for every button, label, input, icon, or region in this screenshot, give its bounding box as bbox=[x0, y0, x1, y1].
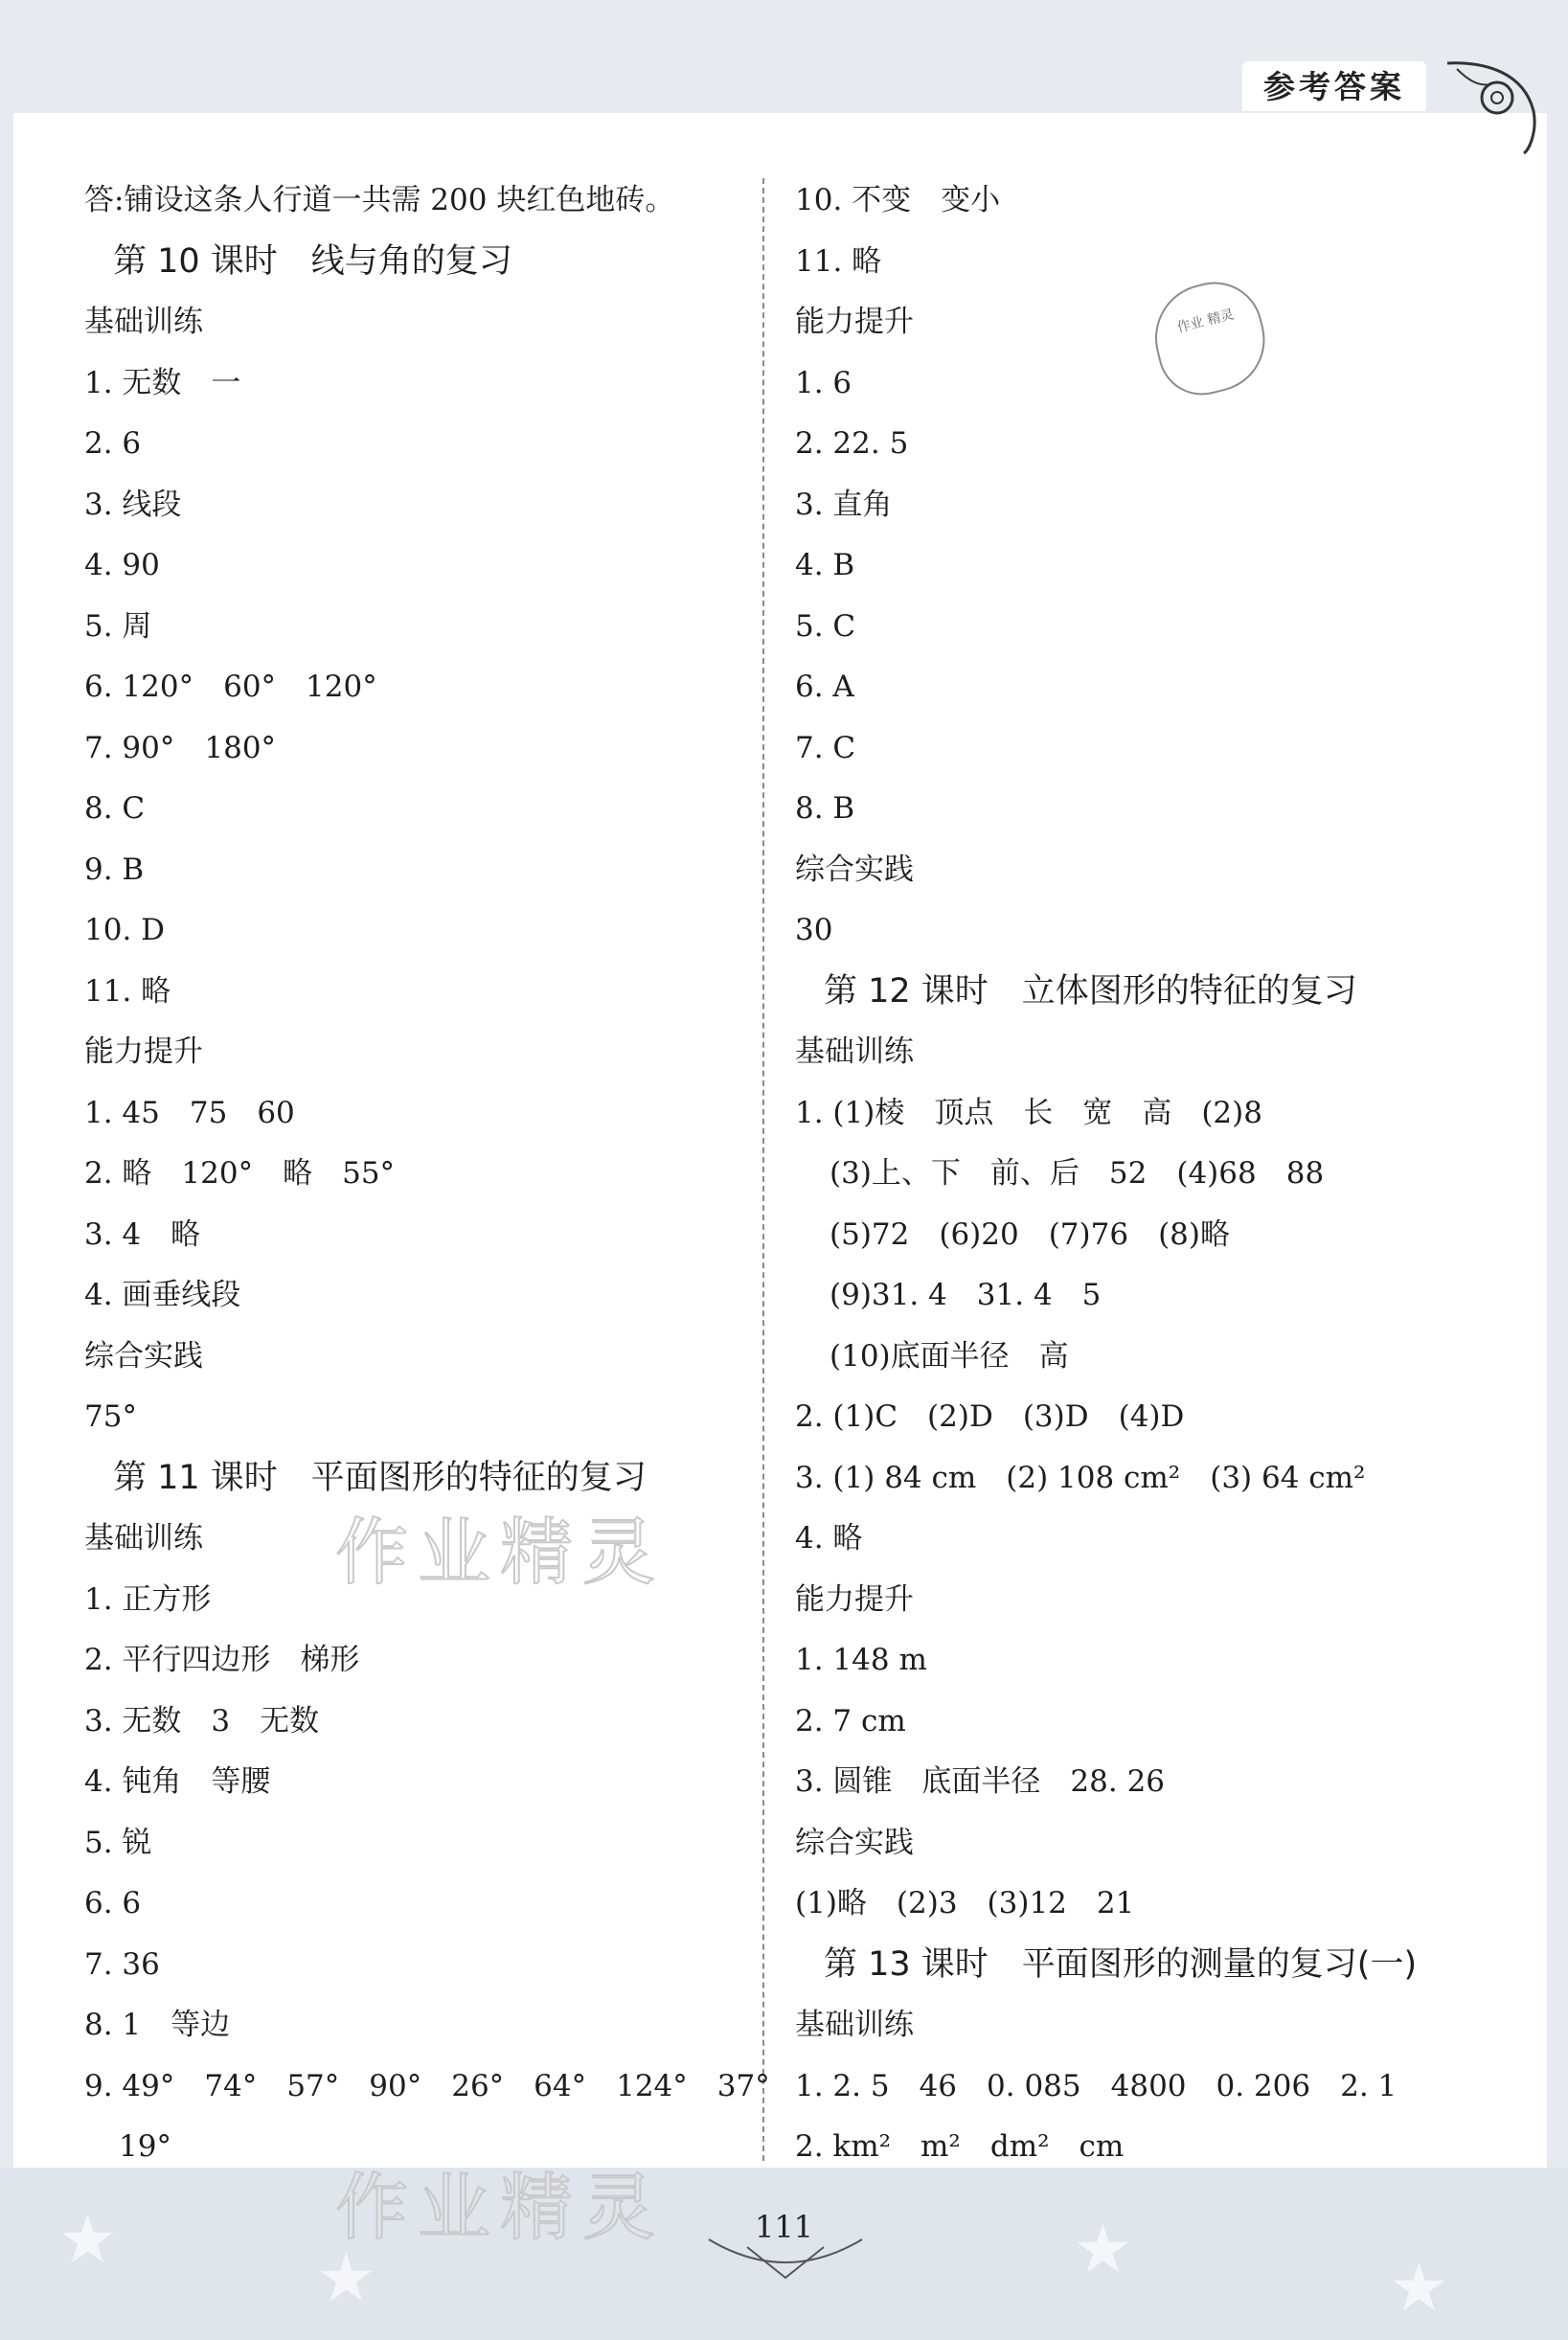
column-divider bbox=[762, 178, 764, 2161]
answer-line: 3. 无数 3 无数 bbox=[84, 1703, 320, 1738]
answer-line: 19° bbox=[119, 2129, 171, 2164]
answer-line: 4. 略 bbox=[795, 1521, 863, 1556]
answer-line: (3)上、下 前、后 52 (4)68 88 bbox=[829, 1156, 1325, 1191]
answer-column-right bbox=[795, 170, 1485, 2178]
answer-line: (1)略 (2)3 (3)12 21 bbox=[795, 1886, 1135, 1920]
answer-line: 6. 6 bbox=[84, 1886, 142, 1920]
answer-line: 1. 正方形 bbox=[84, 1581, 212, 1617]
section-title: 综合实践 bbox=[795, 1825, 914, 1860]
answer-line: 4. 90 bbox=[84, 548, 160, 582]
answer-line: 8. C bbox=[84, 791, 146, 826]
answer-line: 答:铺设这条人行道一共需 200 块红色地砖。 bbox=[84, 183, 675, 217]
page-number: 111 bbox=[754, 2209, 814, 2245]
answer-line: 4. 钝角 等腰 bbox=[84, 1764, 271, 1799]
answer-line: 11. 略 bbox=[795, 243, 882, 279]
answer-line: 9. B bbox=[84, 852, 145, 887]
section-title: 综合实践 bbox=[795, 852, 914, 887]
answer-line: 3. (1) 84 cm (2) 108 cm² (3) 64 cm² bbox=[795, 1460, 1366, 1495]
lesson-heading: 第 12 课时 立体图形的特征的复习 bbox=[824, 971, 1357, 1011]
page-ornament-icon bbox=[690, 2218, 881, 2295]
corner-ornament-icon bbox=[1438, 54, 1543, 159]
lesson-heading: 第 10 课时 线与角的复习 bbox=[113, 241, 512, 281]
answer-line: 5. C bbox=[795, 608, 856, 644]
answer-line: 1. 6 bbox=[795, 365, 852, 400]
section-title: 综合实践 bbox=[84, 1338, 203, 1374]
answer-line: 2. 22. 5 bbox=[795, 426, 909, 461]
answer-line: 1. 2. 5 46 0. 085 4800 0. 206 2. 1 bbox=[795, 2068, 1398, 2103]
page-frame-left bbox=[0, 0, 13, 2340]
answer-line: 2. km² m² dm² cm bbox=[795, 2129, 1125, 2164]
answer-line: 3. 线段 bbox=[84, 487, 182, 522]
answer-line: 3. 直角 bbox=[795, 487, 893, 522]
answer-line: 2. 7 cm bbox=[795, 1703, 906, 1738]
answer-line: 3. 圆锥 底面半径 28. 26 bbox=[795, 1764, 1166, 1799]
answer-line: 11. 略 bbox=[84, 973, 171, 1009]
stamp-text: 作业 精灵 bbox=[1175, 307, 1236, 336]
section-tag: 参考答案 bbox=[1242, 61, 1426, 111]
section-title: 能力提升 bbox=[84, 1034, 203, 1069]
section-title: 能力提升 bbox=[795, 305, 914, 339]
answer-line: 10. D bbox=[84, 913, 166, 947]
lesson-heading: 第 13 课时 平面图形的测量的复习(一) bbox=[824, 1944, 1418, 1984]
answer-line: (9)31. 4 31. 4 5 bbox=[829, 1278, 1102, 1312]
answer-line: 7. 36 bbox=[84, 1946, 160, 1982]
section-title: 基础训练 bbox=[84, 1521, 203, 1556]
star-decoration-icon: ★ bbox=[57, 2200, 118, 2279]
answer-line: 3. 4 略 bbox=[84, 1216, 201, 1252]
answer-line: 4. 画垂线段 bbox=[84, 1278, 241, 1312]
answer-line: 10. 不变 变小 bbox=[795, 183, 1001, 217]
answer-line: 8. B bbox=[795, 791, 855, 826]
section-title: 基础训练 bbox=[795, 1034, 914, 1069]
answer-line: 2. 略 120° 略 55° bbox=[84, 1156, 396, 1191]
answer-line: 7. C bbox=[795, 730, 856, 765]
answer-line: 9. 49° 74° 57° 90° 26° 64° 124° 37° bbox=[84, 2068, 770, 2103]
answer-line: 6. A bbox=[795, 670, 854, 704]
answer-column-left bbox=[84, 170, 770, 2178]
answer-line: 5. 周 bbox=[84, 608, 152, 644]
answer-line: 2. 6 bbox=[84, 426, 142, 461]
answer-line: 6. 120° 60° 120° bbox=[84, 670, 377, 704]
watermark: 作业精灵 bbox=[335, 1510, 665, 1595]
answer-line: 7. 90° 180° bbox=[84, 730, 277, 765]
section-title: 能力提升 bbox=[795, 1581, 914, 1617]
page-frame-right bbox=[1547, 0, 1568, 2340]
lesson-heading: 第 11 课时 平面图形的特征的复习 bbox=[113, 1458, 647, 1497]
answer-line: 1. 45 75 60 bbox=[84, 1095, 295, 1130]
watermark: 作业精灵 bbox=[335, 2165, 665, 2250]
answer-line: 5. 锐 bbox=[84, 1825, 152, 1860]
answer-line: (5)72 (6)20 (7)76 (8)略 bbox=[829, 1216, 1230, 1252]
answer-line: 2. 平行四边形 梯形 bbox=[84, 1643, 360, 1677]
star-decoration-icon: ★ bbox=[316, 2238, 376, 2317]
answer-line: 2. (1)C (2)D (3)D (4)D bbox=[795, 1399, 1185, 1434]
answer-line: 1. 148 m bbox=[795, 1643, 927, 1677]
answer-line: 8. 1 等边 bbox=[84, 2008, 231, 2042]
answer-line: 1. (1)棱 顶点 长 宽 高 (2)8 bbox=[795, 1095, 1262, 1130]
answer-line: 30 bbox=[795, 913, 833, 947]
star-decoration-icon: ★ bbox=[1389, 2248, 1449, 2327]
answer-line: (10)底面半径 高 bbox=[829, 1338, 1069, 1374]
star-decoration-icon: ★ bbox=[1073, 2210, 1133, 2288]
section-title: 基础训练 bbox=[84, 305, 203, 339]
section-title: 基础训练 bbox=[795, 2008, 914, 2042]
answer-line: 4. B bbox=[795, 548, 855, 582]
answer-line: 75° bbox=[84, 1399, 137, 1434]
answer-line: 1. 无数 一 bbox=[84, 365, 241, 400]
